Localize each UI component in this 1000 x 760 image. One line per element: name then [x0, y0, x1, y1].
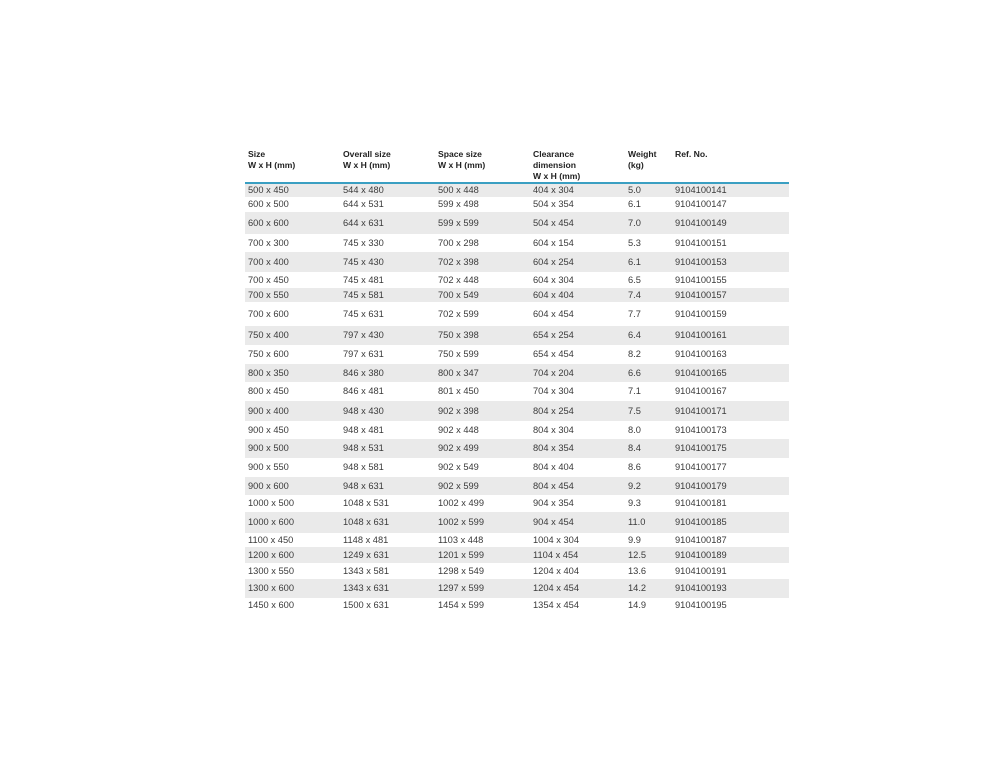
table-row: [245, 326, 789, 345]
cell-ref-no: 9104100141: [675, 185, 727, 195]
header-ref-no-line-1: Ref. No.: [675, 149, 708, 159]
cell-space-size: 902 x 499: [438, 443, 479, 453]
cell-weight: 9.3: [628, 498, 641, 508]
header-size-line-2: W x H (mm): [248, 159, 296, 170]
cell-ref-no: 9104100175: [675, 443, 727, 453]
cell-size: 1200 x 600: [248, 549, 295, 560]
header-space-size: [438, 149, 485, 171]
cell-ref-no: 9104100165: [675, 367, 727, 378]
cell-space-size: 800 x 347: [438, 367, 479, 378]
cell-weight: 14.2: [628, 583, 647, 593]
cell-weight: 8.4: [628, 443, 641, 453]
table-row: [245, 421, 789, 439]
cell-overall-size: 1048 x 531: [343, 498, 390, 508]
cell-overall-size: 797 x 430: [343, 330, 384, 340]
cell-size: 900 x 500: [248, 443, 289, 453]
cell-clearance-dimension: 804 x 304: [533, 424, 574, 435]
cell-ref-no: 9104100149: [675, 217, 727, 228]
cell-space-size: 801 x 450: [438, 386, 479, 396]
cell-clearance-dimension: 804 x 404: [533, 462, 574, 472]
cell-size: 1000 x 500: [248, 498, 295, 508]
table-row: [245, 458, 789, 477]
cell-clearance-dimension: 504 x 454: [533, 217, 574, 228]
cell-size: 600 x 600: [248, 217, 289, 228]
table-row: [245, 288, 789, 302]
cell-space-size: 902 x 549: [438, 462, 479, 472]
table-row: [245, 234, 789, 252]
cell-overall-size: 948 x 481: [343, 424, 384, 435]
specifications-table: [245, 145, 789, 612]
cell-weight: 11.0: [628, 517, 646, 527]
cell-space-size: 702 x 599: [438, 308, 479, 319]
cell-size: 1000 x 600: [248, 517, 295, 527]
table-row: [245, 252, 789, 272]
cell-size: 800 x 450: [248, 386, 289, 396]
cell-size: 700 x 600: [248, 308, 289, 319]
table-row: [245, 512, 789, 533]
header-clearance-line-2: dimension: [533, 159, 576, 170]
cell-ref-no: 9104100185: [675, 517, 727, 527]
header-space-size-line-2: W x H (mm): [438, 159, 486, 170]
cell-overall-size: 544 x 480: [343, 185, 384, 195]
cell-overall-size: 846 x 481: [343, 386, 384, 396]
cell-overall-size: 644 x 631: [343, 217, 384, 228]
table-row: [245, 272, 789, 288]
header-clearance-line-1: Clearance: [533, 149, 575, 159]
cell-weight: 7.5: [628, 405, 641, 416]
table-row: [245, 302, 789, 326]
cell-weight: 6.5: [628, 274, 641, 285]
cell-overall-size: 948 x 430: [343, 405, 384, 416]
header-clearance-dimension: [533, 149, 580, 181]
cell-overall-size: 1048 x 631: [343, 517, 390, 527]
cell-overall-size: 948 x 631: [343, 480, 384, 491]
cell-size: 1450 x 600: [248, 599, 295, 610]
cell-clearance-dimension: 1204 x 404: [533, 565, 580, 576]
cell-weight: 7.1: [628, 386, 641, 396]
cell-space-size: 1298 x 549: [438, 565, 485, 576]
header-overall-size-line-1: Overall size: [343, 149, 391, 159]
cell-weight: 9.9: [628, 534, 641, 545]
cell-ref-no: 9104100153: [675, 256, 727, 267]
cell-ref-no: 9104100173: [675, 424, 727, 435]
cell-weight: 12.5: [628, 549, 647, 560]
table-row: [245, 212, 789, 234]
cell-clearance-dimension: 654 x 254: [533, 330, 574, 340]
table-row: [245, 345, 789, 364]
cell-size: 800 x 350: [248, 367, 289, 378]
cell-space-size: 750 x 599: [438, 349, 479, 359]
cell-space-size: 902 x 599: [438, 480, 479, 491]
cell-overall-size: 797 x 631: [343, 349, 384, 359]
header-ref-no: [675, 149, 707, 160]
cell-overall-size: 1148 x 481: [343, 534, 389, 545]
cell-ref-no: 9104100159: [675, 308, 727, 319]
cell-ref-no: 9104100167: [675, 386, 727, 396]
table-row: [245, 495, 789, 512]
cell-weight: 13.6: [628, 565, 647, 576]
cell-clearance-dimension: 904 x 454: [533, 517, 574, 527]
cell-weight: 8.0: [628, 424, 641, 435]
cell-space-size: 902 x 398: [438, 405, 479, 416]
cell-size: 900 x 550: [248, 462, 289, 472]
cell-clearance-dimension: 604 x 304: [533, 274, 574, 285]
cell-overall-size: 948 x 531: [343, 443, 384, 453]
cell-size: 1100 x 450: [248, 534, 294, 545]
cell-ref-no: 9104100191: [675, 565, 727, 576]
cell-clearance-dimension: 704 x 304: [533, 386, 574, 396]
cell-ref-no: 9104100187: [675, 534, 727, 545]
cell-space-size: 1002 x 599: [438, 517, 485, 527]
cell-size: 1300 x 600: [248, 583, 295, 593]
cell-weight: 6.6: [628, 367, 641, 378]
cell-ref-no: 9104100147: [675, 199, 727, 209]
cell-overall-size: 745 x 330: [343, 237, 384, 248]
cell-ref-no: 9104100193: [675, 583, 727, 593]
cell-overall-size: 644 x 531: [343, 199, 384, 209]
cell-weight: 8.2: [628, 349, 641, 359]
cell-clearance-dimension: 804 x 354: [533, 443, 574, 453]
cell-weight: 6.4: [628, 330, 641, 340]
cell-size: 900 x 450: [248, 424, 289, 435]
cell-clearance-dimension: 654 x 454: [533, 349, 574, 359]
cell-weight: 8.6: [628, 462, 641, 472]
cell-overall-size: 745 x 581: [343, 289, 384, 300]
table-row: [245, 184, 789, 197]
header-weight: [628, 149, 656, 171]
table-header: [245, 145, 789, 182]
cell-weight: 5.3: [628, 237, 641, 248]
cell-ref-no: 9104100171: [675, 405, 727, 416]
cell-size: 1300 x 550: [248, 565, 295, 576]
cell-clearance-dimension: 904 x 354: [533, 498, 574, 508]
cell-weight: 7.7: [628, 308, 641, 319]
cell-size: 750 x 400: [248, 330, 289, 340]
header-overall-size-line-2: W x H (mm): [343, 159, 391, 170]
cell-overall-size: 1343 x 581: [343, 565, 390, 576]
cell-size: 750 x 600: [248, 349, 289, 359]
table-row: [245, 579, 789, 598]
cell-ref-no: 9104100177: [675, 462, 727, 472]
cell-ref-no: 9104100195: [675, 599, 727, 610]
table-row: [245, 382, 789, 401]
cell-size: 500 x 450: [248, 185, 289, 195]
cell-clearance-dimension: 1004 x 304: [533, 534, 580, 545]
cell-clearance-dimension: 1354 x 454: [533, 599, 580, 610]
cell-space-size: 1002 x 499: [438, 498, 485, 508]
cell-weight: 7.4: [628, 289, 641, 300]
cell-clearance-dimension: 804 x 254: [533, 405, 574, 416]
cell-clearance-dimension: 504 x 354: [533, 199, 574, 209]
cell-overall-size: 745 x 631: [343, 308, 384, 319]
cell-space-size: 1201 x 599: [438, 549, 485, 560]
header-clearance-line-3: W x H (mm): [533, 170, 581, 181]
table-row: [245, 439, 789, 458]
cell-overall-size: 1500 x 631: [343, 599, 390, 610]
cell-clearance-dimension: 804 x 454: [533, 480, 574, 491]
cell-space-size: 702 x 398: [438, 256, 479, 267]
header-size: [248, 149, 295, 171]
cell-size: 700 x 300: [248, 237, 289, 248]
header-weight-line-2: (kg): [628, 159, 644, 170]
cell-space-size: 500 x 448: [438, 185, 479, 195]
table-row: [245, 477, 789, 495]
cell-size: 700 x 400: [248, 256, 289, 267]
cell-size: 900 x 600: [248, 480, 289, 491]
table-row: [245, 364, 789, 382]
cell-size: 700 x 450: [248, 274, 289, 285]
cell-weight: 5.0: [628, 185, 641, 195]
table-row: [245, 547, 789, 563]
cell-ref-no: 9104100155: [675, 274, 727, 285]
cell-overall-size: 1343 x 631: [343, 583, 390, 593]
table-row: [245, 401, 789, 421]
header-overall-size: [343, 149, 391, 171]
cell-space-size: 1454 x 599: [438, 599, 485, 610]
cell-clearance-dimension: 1104 x 454: [533, 549, 579, 560]
cell-ref-no: 9104100157: [675, 289, 727, 300]
cell-overall-size: 846 x 380: [343, 367, 384, 378]
cell-clearance-dimension: 1204 x 454: [533, 583, 580, 593]
cell-clearance-dimension: 604 x 254: [533, 256, 574, 267]
cell-clearance-dimension: 604 x 404: [533, 289, 574, 300]
cell-space-size: 700 x 298: [438, 237, 479, 248]
cell-ref-no: 9104100181: [675, 498, 727, 508]
cell-overall-size: 745 x 430: [343, 256, 384, 267]
cell-clearance-dimension: 404 x 304: [533, 185, 574, 195]
table-row: [245, 563, 789, 579]
cell-ref-no: 9104100151: [675, 237, 727, 248]
header-space-size-line-1: Space size: [438, 149, 482, 159]
cell-overall-size: 1249 x 631: [343, 549, 390, 560]
cell-ref-no: 9104100189: [675, 549, 727, 560]
cell-weight: 14.9: [628, 599, 647, 610]
cell-clearance-dimension: 604 x 154: [533, 237, 574, 248]
cell-overall-size: 745 x 481: [343, 274, 384, 285]
table-body: [245, 184, 789, 612]
cell-space-size: 750 x 398: [438, 330, 479, 340]
table-row: [245, 598, 789, 612]
cell-space-size: 599 x 599: [438, 217, 479, 228]
cell-space-size: 700 x 549: [438, 289, 479, 300]
header-weight-line-1: Weight: [628, 149, 657, 159]
cell-ref-no: 9104100161: [675, 330, 727, 340]
header-size-line-1: Size: [248, 149, 266, 159]
cell-weight: 6.1: [628, 199, 641, 209]
cell-ref-no: 9104100163: [675, 349, 727, 359]
cell-ref-no: 9104100179: [675, 480, 727, 491]
cell-space-size: 702 x 448: [438, 274, 479, 285]
cell-space-size: 1103 x 448: [438, 534, 484, 545]
cell-overall-size: 948 x 581: [343, 462, 384, 472]
cell-weight: 9.2: [628, 480, 641, 491]
cell-clearance-dimension: 604 x 454: [533, 308, 574, 319]
cell-space-size: 599 x 498: [438, 199, 479, 209]
cell-size: 600 x 500: [248, 199, 289, 209]
table-row: [245, 533, 789, 547]
cell-space-size: 902 x 448: [438, 424, 479, 435]
cell-size: 700 x 550: [248, 289, 289, 300]
cell-space-size: 1297 x 599: [438, 583, 485, 593]
table-row: [245, 197, 789, 212]
cell-weight: 7.0: [628, 217, 641, 228]
cell-clearance-dimension: 704 x 204: [533, 367, 574, 378]
cell-size: 900 x 400: [248, 405, 289, 416]
cell-weight: 6.1: [628, 256, 641, 267]
